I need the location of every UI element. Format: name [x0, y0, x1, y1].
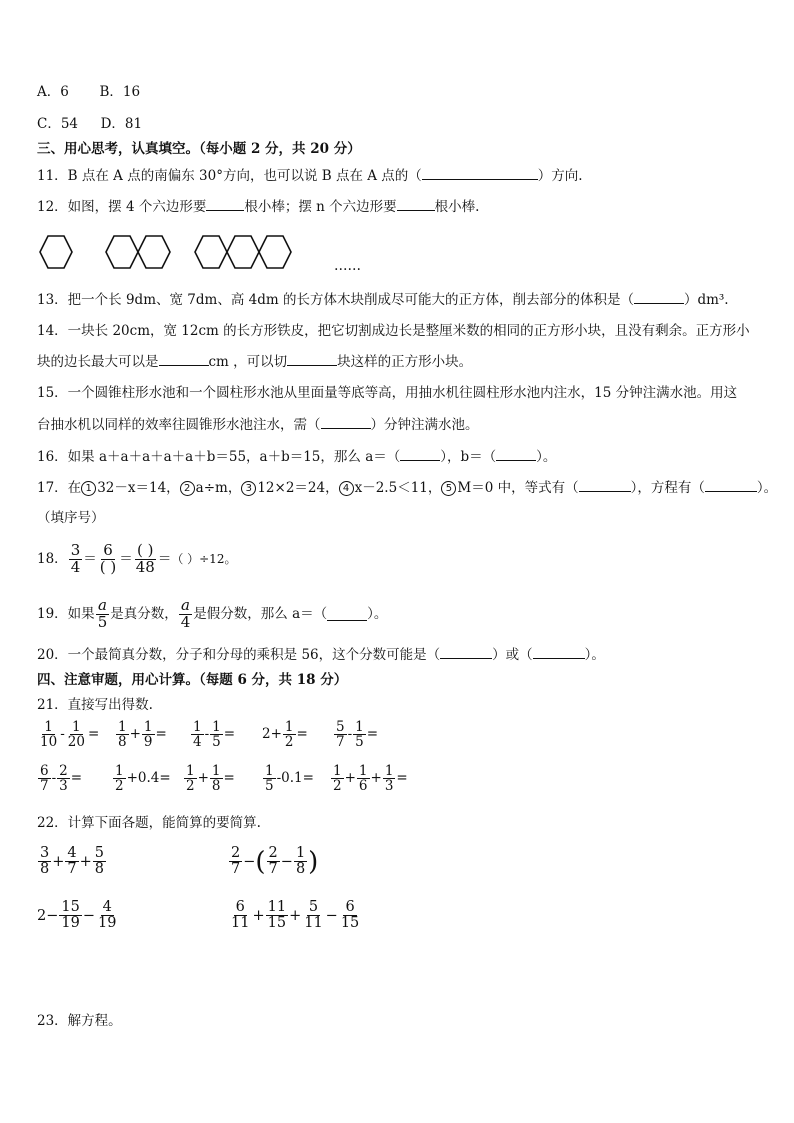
fraction: $\frac{2}{7}$ [231, 845, 241, 878]
option-a: A．6 [37, 84, 69, 100]
circled-number-1: 1 [81, 481, 96, 496]
math-operator: - [51, 770, 57, 787]
option-c: C．54 [37, 116, 79, 132]
answer-blank[interactable] [705, 479, 757, 492]
fraction: $\frac{2}{7}$ [268, 845, 278, 878]
question-17-note: （填序号） [37, 510, 105, 526]
fraction: $\frac{5}{8}$ [94, 845, 105, 878]
fraction: $\frac{a}{5}$ [97, 596, 108, 631]
calc-item [190, 720, 235, 749]
question-21-title: 21．直接写出得数. [37, 697, 153, 713]
fraction: $\frac{1}{8}$ [295, 845, 306, 878]
option-row-1 [37, 84, 140, 101]
calc-item [115, 720, 167, 749]
question-12: 12．如图，摆 4 个六边形要 根小棒；摆 n 个六边形要 根小棒. [37, 199, 480, 215]
fraction: $\frac{3}{8}$ [40, 845, 50, 878]
question-17: 17．在 1 32－x＝14， 2 a÷m， 3 12×2＝24， 4 x－2.5＜11， 5 M＝0 中，等式有（ ），方程有（ ）。 [37, 480, 778, 496]
question-22-expr-2 [228, 846, 318, 877]
fraction: $\frac{1}{8}$ [211, 763, 221, 795]
section-3-heading: 三、用心思考，认真填空。（每小题 2 分，共 20 分） [37, 141, 361, 157]
question-22-title: 22．计算下面各题，能简算的要简算. [37, 815, 261, 831]
fraction: $\frac{1}{5}$ [265, 763, 274, 795]
fraction: $\frac{2}{3}$ [59, 763, 68, 795]
answer-blank[interactable] [579, 479, 631, 492]
math-operator: = [223, 726, 236, 743]
option-d: D．81 [100, 116, 143, 132]
fraction: $\frac{1}{2}$ [115, 763, 124, 795]
answer-blank[interactable] [422, 167, 538, 180]
hexagon-figure [36, 232, 296, 274]
math-operator: − [82, 907, 95, 924]
fraction: $\frac{11}{15}$ [267, 899, 287, 932]
hexagon-2a [106, 236, 138, 268]
answer-blank[interactable] [206, 198, 244, 211]
question-15-line-1: 15．一个圆锥柱形水池和一个圆柱形水池从里面量等底等高，用抽水机往圆柱形水池内注水，15 分钟注满水池。用这 [37, 385, 738, 401]
question-22-expr-1 [37, 846, 107, 877]
question-11: 11．B 点在 A 点的南偏东 30°方向，也可以说 B 点在 A 点的（ ）方向. [37, 168, 583, 184]
fraction: $\frac{15}{19}$ [61, 899, 80, 932]
question-19: 19．如果 $\frac{a}{5}$ 是真分数， $\frac{a}{4}$ 是假分数，那么 a＝（ ）。 [37, 596, 388, 631]
math-operator: + [129, 726, 141, 743]
answer-blank[interactable] [321, 416, 371, 429]
fraction: $\frac{1}{8}$ [118, 719, 127, 751]
fraction: $\frac{3}{4}$ [70, 541, 81, 576]
circled-number-2: 2 [180, 481, 195, 496]
calc-item [333, 720, 378, 749]
fraction: $\frac{1}{6}$ [358, 763, 368, 795]
answer-blank[interactable] [287, 353, 337, 366]
option-row-2 [37, 116, 142, 133]
question-14-line-1: 14．一块长 20cm，宽 12cm 的长方形铁皮，把它切割成边长是整厘米数的相同的正方形小块，且没有剩余。正方形小 [37, 323, 750, 339]
question-22-expr-3 [37, 900, 119, 931]
answer-blank[interactable] [327, 608, 367, 621]
math-operator: + [289, 907, 302, 924]
fraction: $\frac{5}{7}$ [336, 719, 345, 751]
question-20: 20．一个最简真分数，分子和分母的乘积是 56，这个分数可能是（ ）或（ ）。 [37, 647, 605, 663]
hexagon-1 [40, 236, 72, 268]
answer-blank[interactable] [397, 198, 435, 211]
question-16: 16．如果 a＋a＋a＋a＋a＋b＝55，a＋b＝15，那么 a＝（ ），b＝（ ）。 [37, 449, 557, 465]
fraction: $\frac{1}{20}$ [67, 719, 85, 751]
math-operator: = [396, 770, 408, 787]
answer-blank[interactable] [400, 448, 440, 461]
question-18: 18． $\frac{3}{4}$ ＝ $\frac{6}{( )}$ ＝ $\frac{( )}{48}$ ＝ （ ）÷12。 [37, 541, 237, 576]
hexagon-3b [227, 236, 259, 268]
fraction: $\frac{6}{( )}$ [99, 541, 117, 576]
question-13: 13．把一个长 9dm、宽 7dm、高 4dm 的长方体木块削成尽可能大的正方体，削去部分的体积是（ ）dm³. [37, 292, 729, 308]
fraction: $\frac{1}{9}$ [143, 719, 153, 751]
calc-item [183, 764, 235, 793]
fraction: $\frac{4}{7}$ [67, 845, 77, 878]
math-operator: 2− [37, 907, 59, 924]
math-operator: = [70, 770, 83, 787]
fraction: $\frac{1}{5}$ [212, 719, 221, 751]
fraction: $\frac{4}{19}$ [97, 899, 117, 932]
math-operator: -0.1= [276, 770, 314, 787]
math-operator: + [79, 853, 92, 870]
figure-ellipsis: …… [334, 258, 361, 274]
fraction: $\frac{1}{5}$ [355, 719, 364, 751]
math-operator: = [87, 726, 100, 743]
hexagon-3a [195, 236, 227, 268]
math-operator: ( [255, 846, 266, 877]
answer-blank[interactable] [440, 646, 492, 659]
fraction: $\frac{1}{2}$ [333, 763, 342, 795]
hexagon-3c [259, 236, 291, 268]
answer-blank[interactable] [159, 353, 209, 366]
math-operator: ) [308, 846, 319, 877]
math-operator: = [223, 770, 235, 787]
answer-blank[interactable] [634, 291, 684, 304]
fraction: $\frac{a}{4}$ [180, 596, 191, 631]
circled-number-5: 5 [441, 481, 456, 496]
fraction: $\frac{6}{15}$ [340, 899, 360, 932]
math-operator: − [325, 907, 338, 924]
question-23-title: 23．解方程。 [37, 1013, 122, 1029]
fraction: $\frac{( )}{48}$ [135, 541, 155, 576]
math-operator: - [204, 726, 210, 743]
fraction: $\frac{6}{11}$ [231, 899, 250, 932]
fraction: $\frac{1}{2}$ [186, 763, 195, 795]
math-operator: = [366, 726, 379, 743]
fraction: $\frac{5}{11}$ [304, 899, 323, 932]
hexagon-2b [138, 236, 170, 268]
calc-item [37, 764, 82, 793]
fraction: $\frac{1}{10}$ [40, 719, 58, 751]
math-operator: = [296, 726, 308, 743]
math-operator: - [347, 726, 353, 743]
option-b: B．16 [99, 84, 141, 100]
calc-item [330, 764, 408, 793]
calc-item [262, 764, 314, 793]
question-14-line-2: 块的边长最大可以是 cm ，可以切 块这样的正方形小块。 [37, 354, 473, 370]
fraction: $\frac{6}{7}$ [40, 763, 49, 795]
math-operator: − [280, 853, 293, 870]
math-operator: + [344, 770, 356, 787]
math-operator: = [155, 726, 167, 743]
circled-number-4: 4 [339, 481, 354, 496]
section-4-heading: 四、注意审题，用心计算。（每题 6 分，共 18 分） [37, 672, 348, 688]
calc-item [112, 764, 171, 793]
fraction: $\frac{1}{2}$ [284, 719, 294, 751]
calc-item [37, 720, 99, 749]
math-operator: - [60, 726, 65, 743]
fraction: $\frac{1}{4}$ [193, 719, 202, 751]
answer-blank[interactable] [533, 646, 585, 659]
calc-item [262, 720, 308, 749]
math-operator: + [52, 853, 65, 870]
question-15-line-2: 台抽水机以同样的效率往圆锥形水池注水，需（ ）分钟注满水池。 [37, 417, 479, 433]
math-operator: + [370, 770, 382, 787]
math-operator: + [197, 770, 209, 787]
fraction: $\frac{1}{3}$ [384, 763, 394, 795]
circled-number-3: 3 [241, 481, 256, 496]
answer-blank[interactable] [496, 448, 536, 461]
math-operator: + [252, 907, 265, 924]
math-operator: 2+ [262, 726, 282, 743]
math-operator: +0.4= [126, 770, 171, 787]
math-operator: − [243, 853, 256, 870]
question-22-expr-4 [228, 900, 362, 931]
